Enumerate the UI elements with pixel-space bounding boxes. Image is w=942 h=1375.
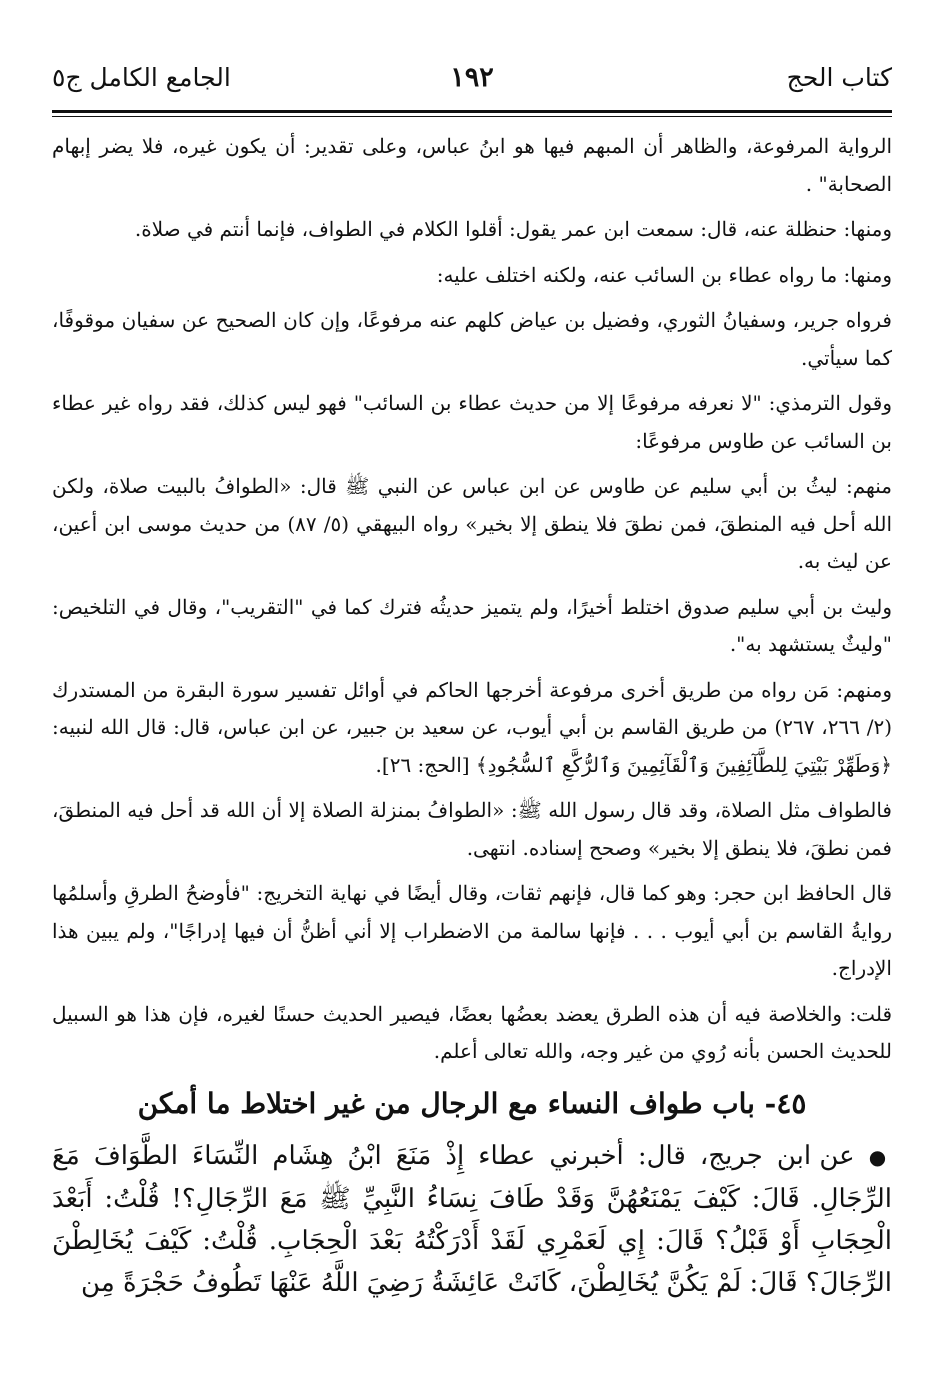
paragraph: ومنها: ما رواه عطاء بن السائب عنه، ولكنه اختلف عليه:	[436, 262, 892, 287]
paragraph: وقول الترمذي: "لا نعرفه مرفوعًا إلا من حديث عطاء بن السائب" فهو ليس كذلك، فقد رواه غير عطاء بن السائب عن طاوس مرفوعًا:	[52, 391, 892, 453]
paragraph: ومنهم: مَن رواه من طريق أخرى مرفوعة أخرجها الحاكم في أوائل تفسير سورة البقرة من المستدرك (٢/ ٢٦٦، ٢٦٧) من طريق القاسم بن أبي أيوب، عن سعيد بن جبير، عن ابن عباس، قال: قال الله لنبيه: ﴿وَطَهِّرْ بَيْتِيَ لِلطَّآئِفِينَ وَٱلْقَآئِمِينَ وَٱلرُّكَّعِ ٱلسُّجُودِ﴾ [الحج: ٢٦].	[52, 677, 893, 777]
page-header	[52, 58, 892, 98]
volume-title: الجامع الكامل ج٥	[52, 63, 231, 92]
header-rule-thick	[52, 110, 892, 113]
paragraph: منهم: ليثُ بن أبي سليم عن طاوس عن ابن عباس عن النبي ﷺ قال: «الطوافُ بالبيت صلاة، ولكن الله أحل فيه المنطقَ، فمن نطقَ فلا ينطق إلا بخير» رواه البيهقي (٥/ ٨٧) من حديث موسى ابن أعين، عن ليث به.	[52, 474, 892, 573]
paragraph: قال الحافظ ابن حجر: وهو كما قال، فإنهم ثقات، وقال أيضًا في نهاية التخريج: "فأوضحُ الطرقِ وأسلمُها روايةُ القاسم بن أبي أيوب . . . فإنها سالمة من الاضطراب إلا أني أظنُّ أن فيها إدراجًا"، ولم يبين هذا الإدراج.	[52, 881, 892, 980]
paragraph: فرواه جرير، وسفيانُ الثوري، وفضيل بن عياض كلهم عنه مرفوعًا، وإن كان الصحيح عن سفيان موقوفًا، كما سيأتي.	[52, 308, 892, 370]
chapter-heading: ٤٥- باب طواف النساء مع الرجال من غير اختلاط ما أمكن	[137, 1086, 807, 1120]
page-body	[52, 128, 892, 1312]
book-title: كتاب الحج	[786, 63, 892, 92]
paragraph: قلت: والخلاصة فيه أن هذه الطرق يعضد بعضُها بعضًا، فيصير الحديث حسنًا لغيره، فإن هذا هو السبيل للحديث الحسن بأنه رُوي من غير وجه، والله تعالى أعلم.	[52, 1001, 892, 1063]
paragraph: فالطواف مثل الصلاة، وقد قال رسول الله ﷺ: «الطوافُ بمنزلة الصلاة إلا أن الله قد أحل فيه المنطقَ، فمن نطقَ، فلا ينطق إلا بخير» وصحح إسناده. انتهى.	[52, 798, 892, 860]
paragraph: وليث بن أبي سليم صدوق اختلط أخيرًا، ولم يتميز حديثُه فترك كما في "التقريب"، وقال في التلخيص: "وليثٌ يستشهد به".	[52, 594, 892, 656]
hadith-text: عن ابن جريج، قال: أخبرني عطاء إِذْ مَنَعَ ابْنُ هِشَام النِّسَاءَ الطَّوَافَ مَعَ الرِّجَالِ. قَالَ: كَيْفَ يَمْنَعُهُنَّ وَقَدْ طَافَ نِسَاءُ النَّبِيِّ ﷺ مَعَ الرِّجَالِ؟! قُلْتُ: أَبَعْدَ الْحِجَابِ أَوْ قَبْلُ؟ قَالَ: إِي لَعَمْرِي لَقَدْ أَدْرَكْتُهُ بَعْدَ الْحِجَابِ. قُلْتُ: كَيْفَ يُخَالِطْنَ الرِّجَالَ؟ قَالَ: لَمْ يَكُنَّ يُخَالِطْنَ، كَانَتْ عَائِشَةُ رَضِيَ اللَّهُ عَنْهَا تَطُوفُ حَجْرَةً مِن	[52, 1140, 892, 1298]
book-page	[52, 0, 892, 1375]
page-number: ١٩٢	[450, 62, 494, 93]
bullet-icon: ●	[868, 1144, 892, 1169]
paragraph: الرواية المرفوعة، والظاهر أن المبهم فيها هو ابنُ عباس، وعلى تقدير: أن يكون غيره، فلا يضر إبهام الصحابة" .	[52, 134, 892, 196]
header-rule-thin	[52, 116, 892, 117]
hadith-paragraph	[52, 1135, 892, 1304]
paragraph: ومنها: حنظلة عنه، قال: سمعت ابن عمر يقول: أقلوا الكلام في الطواف، فإنما أنتم في صلاة.	[134, 217, 892, 241]
